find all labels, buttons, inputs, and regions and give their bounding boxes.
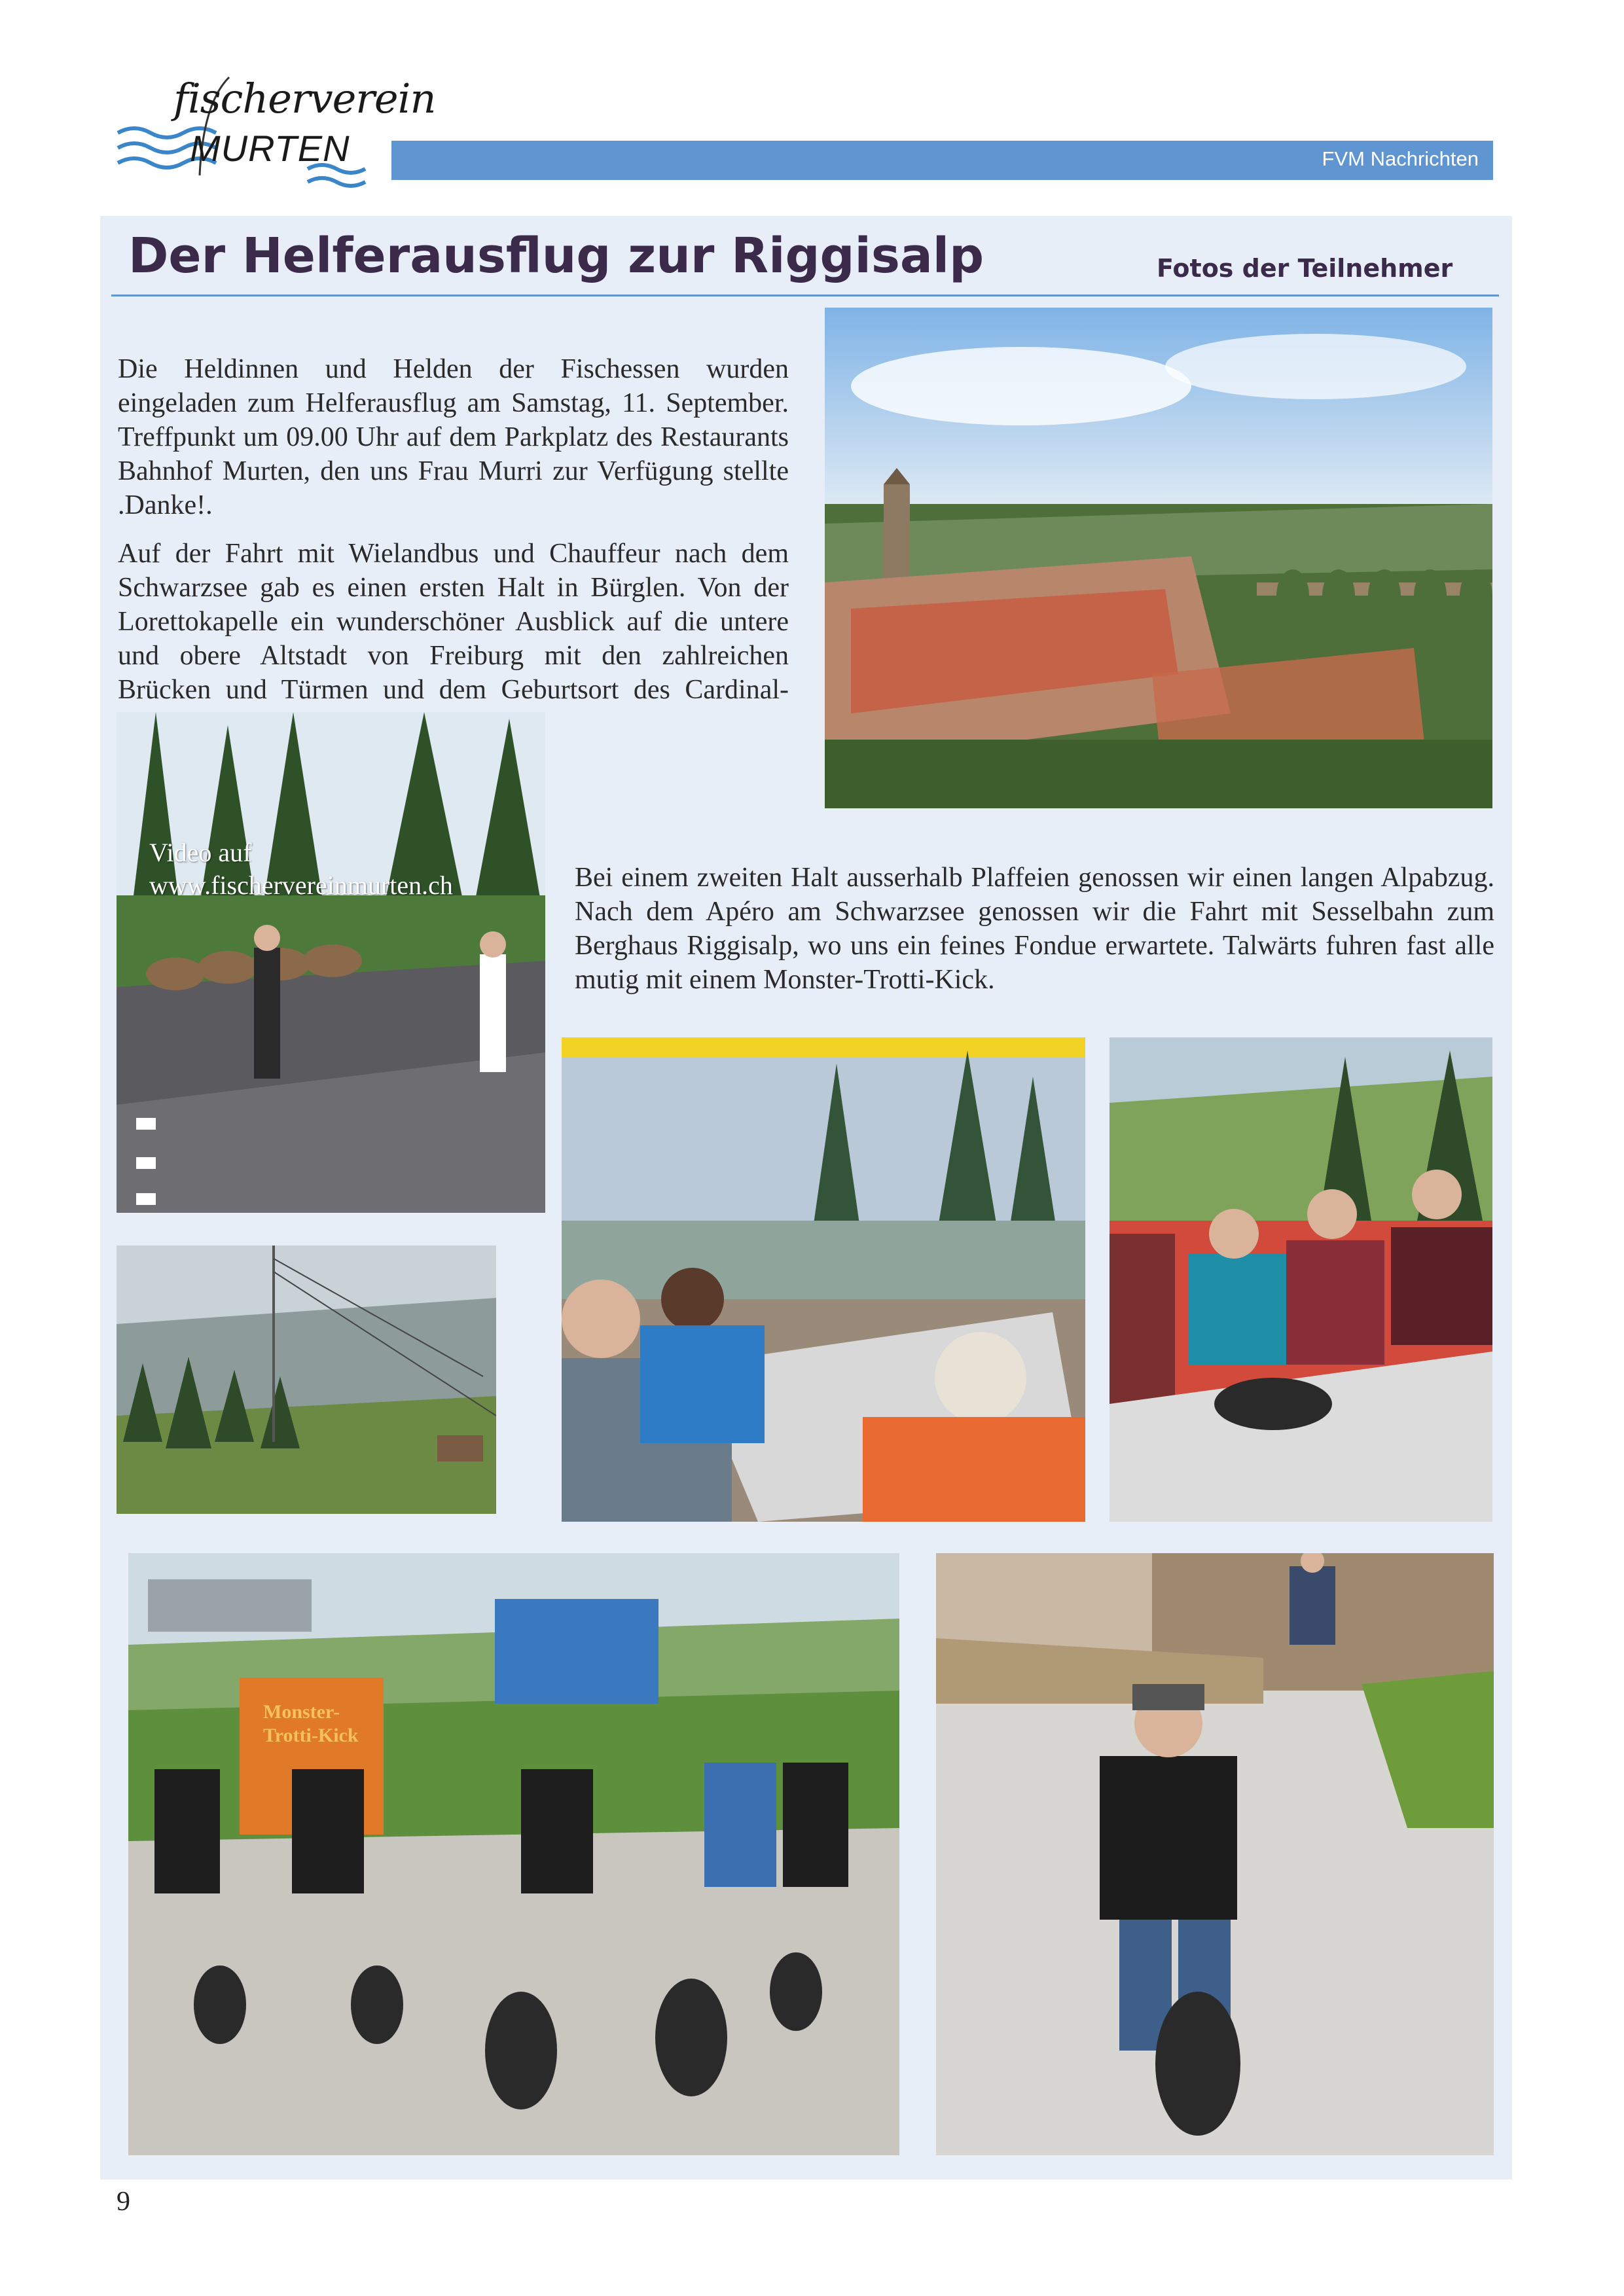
title-rule	[111, 295, 1499, 296]
article-title: Der Helferausflug zur Riggisalp	[128, 228, 984, 284]
video-link[interactable]: www.fischervereinmurten.ch	[149, 870, 453, 900]
logo-text-top: fischerverein	[173, 75, 436, 122]
page-number: 9	[117, 2187, 130, 2217]
photo-monster-trotti-group	[128, 1553, 899, 2155]
logo-text-bottom: MURTEN	[190, 128, 350, 169]
photo-fondue-table-2	[1110, 1037, 1492, 1522]
paragraph-2: Auf der Fahrt mit Wielandbus und Chauffeur nach dem Schwarzsee gab es einen ersten Halt in Bürglen. Von der Lorettokapelle ein wunderschöner Ausblick auf die untere und obere Altstadt von Freiburg mit den zahlreichen Brücken und Türmen und dem Geburtsort des Cardinal-	[118, 539, 789, 705]
paragraph-1: Die Heldinnen und Helden der Fischessen wurden eingeladen zum Helferausflug am Samstag, 11. September. Treffpunkt um 09.00 Uhr auf dem Parkplatz des Restaurants Bahnhof Murten, den uns Frau Murri zur Verfügung stellte .Danke!.	[118, 354, 789, 520]
header-bar	[391, 141, 1493, 180]
sign-line2: Trotti-Kick	[263, 1725, 359, 1746]
second-text	[575, 861, 1494, 997]
photo-alpabzug	[117, 712, 545, 1213]
intro-text	[118, 352, 789, 741]
photo-fribourg-city	[825, 308, 1492, 808]
monster-trotti-sign	[257, 1697, 401, 1749]
logo	[111, 71, 436, 188]
photo-monster-trotti-rider	[936, 1553, 1494, 2155]
photo-chairlift	[117, 1246, 496, 1514]
paragraph-3: Bei einem zweiten Halt ausserhalb Plaffeien genossen wir einen langen Alpabzug. Nach dem Apéro am Schwarzsee genossen wir die Fahrt mit Sesselbahn zum Berghaus Riggisalp, wo uns ein feines Fondue erwartete. Talwärts fuhren fast alle mutig mit einem Monster-Trotti-Kick.	[575, 863, 1494, 995]
section-label: FVM Nachrichten	[1322, 147, 1479, 170]
photo-credit: Fotos der Teilnehmer	[1157, 254, 1453, 283]
sign-line1: Monster-	[263, 1701, 340, 1723]
photo-fondue-table-1	[562, 1037, 1085, 1522]
video-caption-line1: Video auf	[149, 838, 252, 867]
video-caption	[149, 836, 516, 902]
